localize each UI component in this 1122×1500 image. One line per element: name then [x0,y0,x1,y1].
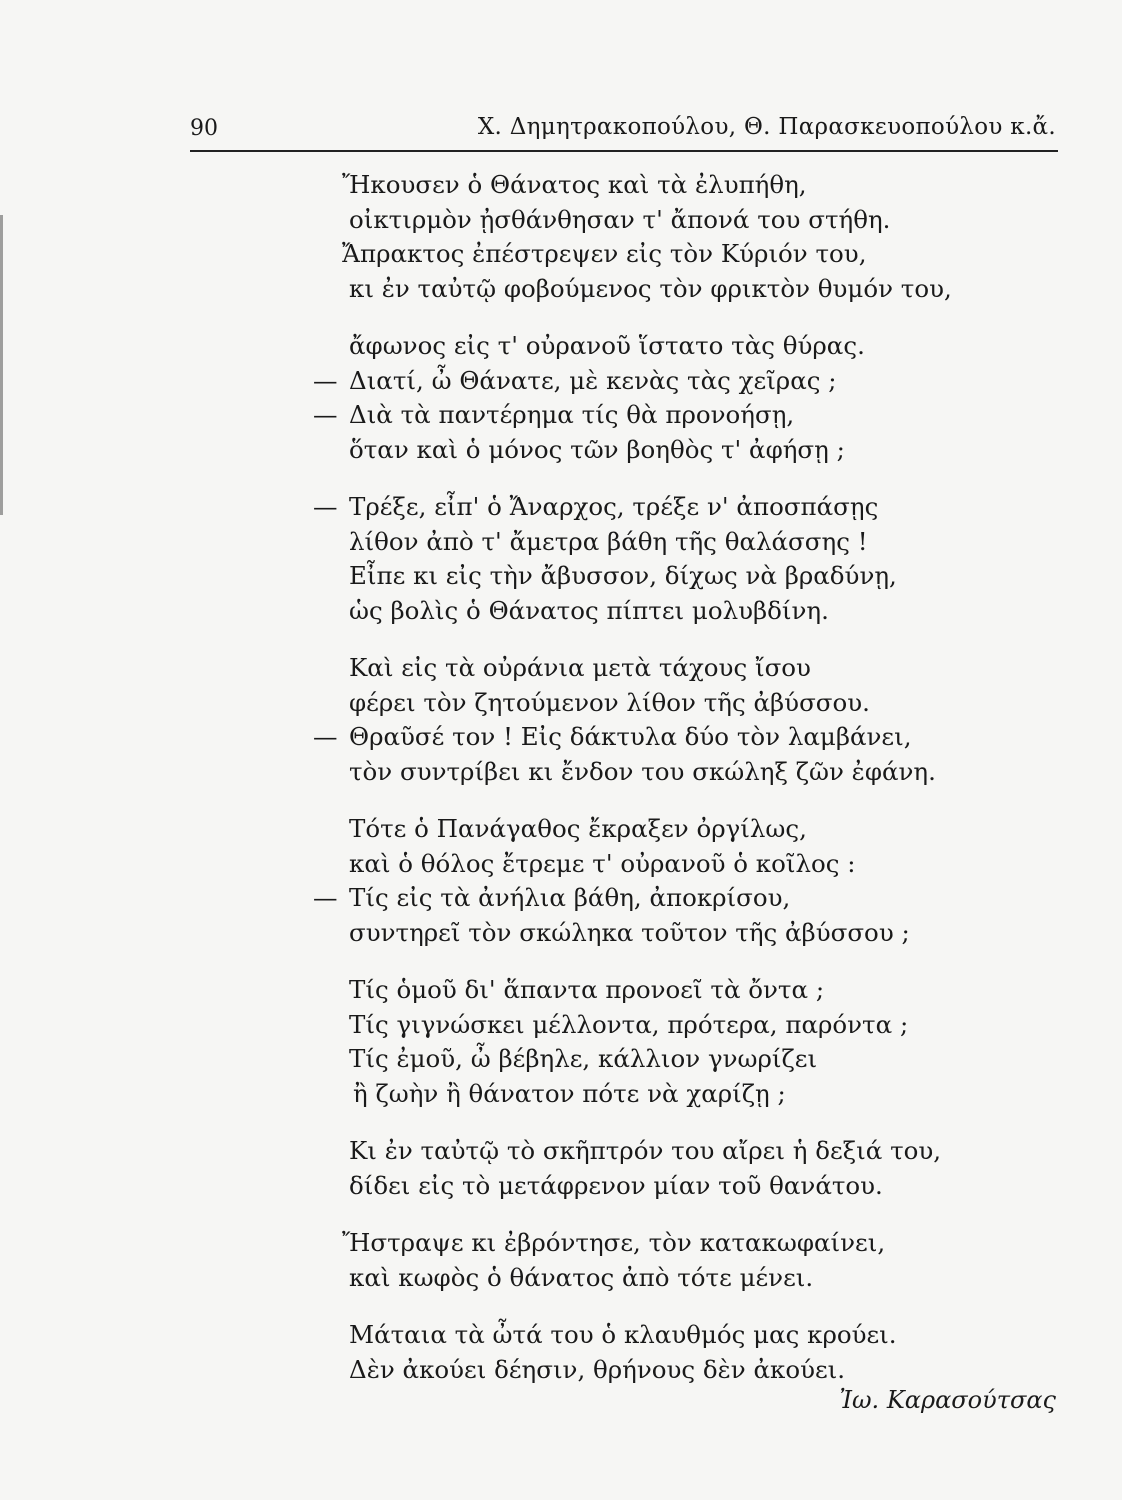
poem-line: οἰκτιρμὸν ᾐσθάνθησαν τ' ἄπονά του στήθη. [349,204,891,234]
stanza [0,490,1122,628]
poem-line: ἢ ζωὴν ἢ θάνατον πότε νὰ χαρίζῃ ; [353,1078,786,1108]
stanza [0,1134,1122,1203]
poem-line: Εἶπε κι εἰς τὴν ἄβυσσον, δίχως νὰ βραδύνῃ, [349,561,897,590]
poem-line: συντηρεῖ τὸν σκώληκα τοῦτον τῆς ἀβύσσου ; [349,917,910,947]
stanza [0,1318,1122,1387]
page-number: 90 [190,116,218,141]
poem-line: κι ἐν ταὐτῷ φοβούμενος τὸν φρικτὸν θυμόν του, [349,273,952,303]
poem-line-with-dash [0,364,1122,399]
dialogue-dash: — [313,883,338,912]
poem-line-text: Διὰ τὰ παντέρημα τίς θὰ προνοήσῃ, [349,400,795,429]
poem-line: τὸν συντρίβει κι ἔνδον του σκώληξ ζῶν ἐφάνη. [349,756,936,786]
poem-line-with-dash [0,490,1122,525]
stanza [0,168,1122,306]
poem-line: δίδει εἰς τὸ μετάφρενον μίαν τοῦ θανάτου. [349,1170,883,1200]
poem-line: Τότε ὁ Πανάγαθος ἔκραξεν ὀργίλως, [349,814,807,843]
poem-line: καὶ κωφὸς ὁ θάνατος ἀπὸ τότε μένει. [349,1262,814,1292]
dialogue-dash: — [313,722,338,751]
poem-line-with-dash [0,398,1122,433]
poem-line: ἄφωνος εἰς τ' οὐρανοῦ ἵστατο τὰς θύρας. [349,331,865,360]
dialogue-dash: — [313,365,338,395]
poem [0,168,1122,1410]
page-header [190,112,1058,152]
poem-line: Τίς ἐμοῦ, ὦ βέβηλε, κάλλιον γνωρίζει [349,1044,818,1073]
poem-line: καὶ ὁ θόλος ἔτρεμε τ' οὐρανοῦ ὁ κοῖλος : [349,848,856,878]
poem-line: Ἄπρακτος ἐπέστρεψεν εἰς τὸν Κύριόν του, [342,239,867,268]
poem-line: Κι ἐν ταὐτῷ τὸ σκῆπτρόν του αἴρει ἡ δεξιά του, [349,1136,942,1165]
poem-line: Μάταια τὰ ὦτά του ὁ κλαυθμός μας κρούει. [349,1320,897,1349]
poem-line-text: Τρέξε, εἶπ' ὁ Ἄναρχος, τρέξε ν' ἀποσπάσῃς [349,492,879,521]
poem-line: φέρει τὸν ζητούμενον λίθον τῆς ἀβύσσου. [349,687,870,717]
poem-line-with-dash [0,881,1122,916]
poem-line: Τίς γιγνώσκει μέλλοντα, πρότερα, παρόντα ; [349,1009,909,1039]
running-head: Χ. Δημητρακοπούλου, Θ. Παρασκευοπούλου κ.ἄ. [477,114,1056,140]
stanza [0,329,1122,467]
poem-line: Δὲν ἀκούει δέησιν, θρήνους δὲν ἀκούει. [349,1354,846,1384]
stanza [0,651,1122,789]
poem-line: Ἤστραψε κι ἐβρόντησε, τὸν κατακωφαίνει, [342,1228,886,1257]
poem-line-text: Διατί, ὦ Θάνατε, μὲ κενὰς τὰς χεῖρας ; [349,365,837,395]
author-signature: Ἰω. Καρασούτσας [839,1386,1056,1414]
stanza [0,973,1122,1111]
stanza [0,1226,1122,1295]
poem-line-text: Θραῦσέ τον ! Εἰς δάκτυλα δύο τὸν λαμβάνει, [349,722,912,751]
poem-line: Ἤκουσεν ὁ Θάνατος καὶ τὰ ἐλυπήθη, [342,170,807,199]
dialogue-dash: — [313,492,338,521]
poem-line-text: Τίς εἰς τὰ ἀνήλια βάθη, ἀποκρίσου, [349,883,791,912]
poem-line: ὅταν καὶ ὁ μόνος τῶν βοηθὸς τ' ἀφήσῃ ; [349,434,845,464]
poem-line: λίθον ἀπὸ τ' ἄμετρα βάθη τῆς θαλάσσης ! [349,526,868,556]
poem-line: Καὶ εἰς τὰ οὐράνια μετὰ τάχους ἴσου [349,653,811,682]
poem-line: Τίς ὁμοῦ δι' ἅπαντα προνοεῖ τὰ ὄντα ; [349,975,825,1004]
dialogue-dash: — [313,400,338,429]
poem-line: ὡς βολὶς ὁ Θάνατος πίπτει μολυβδίνη. [349,595,829,625]
poem-line-with-dash [0,720,1122,755]
stanza [0,812,1122,950]
